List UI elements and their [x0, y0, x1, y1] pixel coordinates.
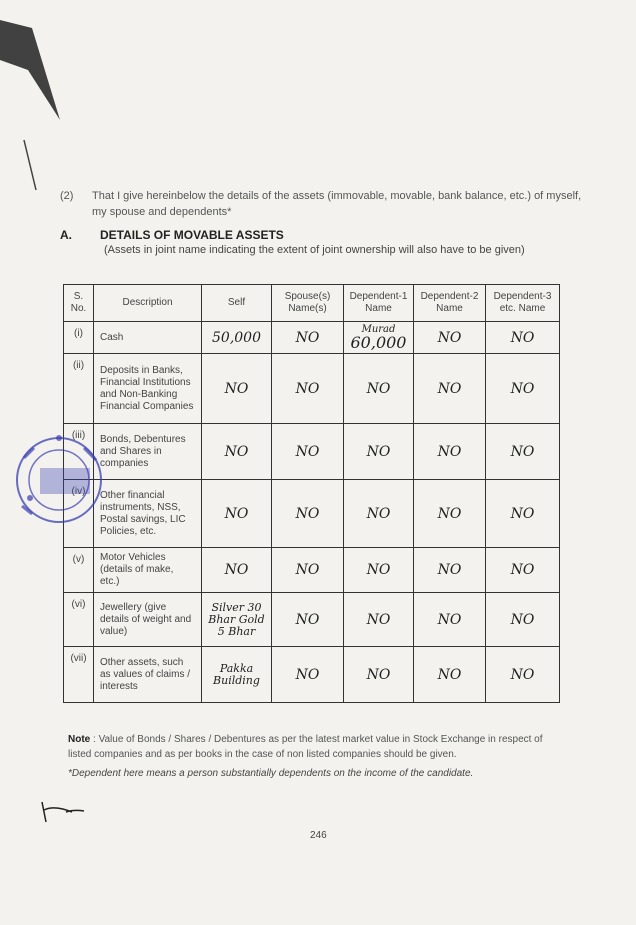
- section-heading: [60, 228, 284, 242]
- row-spouse-value: NO: [272, 548, 344, 593]
- row-dependent-2-value: NO: [414, 424, 486, 480]
- official-seal-stamp: [14, 418, 124, 538]
- row-sno: (ii): [64, 354, 94, 424]
- row-self-value: Pakka Building: [202, 647, 272, 703]
- row-dependent-3-value: NO: [486, 548, 560, 593]
- page-number: 246: [310, 830, 327, 841]
- row-dependent-3-value: NO: [486, 354, 560, 424]
- table-row: [64, 354, 560, 424]
- movable-assets-table: [63, 284, 560, 703]
- table-row: [64, 424, 560, 480]
- row-self-value: NO: [202, 480, 272, 548]
- row-dependent-1-value: NO: [344, 354, 414, 424]
- row-sno: (iii): [64, 424, 94, 480]
- header-dependent-2: Dependent-2 Name: [414, 285, 486, 322]
- row-description: Other assets, such as values of claims / interests: [94, 647, 202, 703]
- row-description: Other financial instruments, NSS, Postal savings, LIC Policies, etc.: [94, 480, 202, 548]
- handwritten-signature: [38, 798, 88, 826]
- row-dependent-2-value: NO: [414, 647, 486, 703]
- row-spouse-value: NO: [272, 480, 344, 548]
- row-dependent-1-value: NO: [344, 548, 414, 593]
- row-dependent-3-value: NO: [486, 424, 560, 480]
- row-spouse-value: NO: [272, 647, 344, 703]
- row-self-value: 50,000: [202, 322, 272, 354]
- row-spouse-value: NO: [272, 354, 344, 424]
- table-row: [64, 647, 560, 703]
- row-dependent-2-value: NO: [414, 480, 486, 548]
- row-dependent-2-value: NO: [414, 322, 486, 354]
- row-spouse-value: NO: [272, 593, 344, 647]
- table-row: [64, 480, 560, 548]
- row-dependent-1-value: NO: [344, 647, 414, 703]
- header-dependent-3: Dependent-3 etc. Name: [486, 285, 560, 322]
- section-title: DETAILS OF MOVABLE ASSETS: [100, 228, 284, 242]
- note-text: : Value of Bonds / Shares / Debentures as per the latest market value in Stock Exchange in respect of listed companies and as per books in the case of non listed companies should be given.: [68, 734, 543, 760]
- row-sno: (v): [64, 548, 94, 593]
- table-header-row: [64, 285, 560, 322]
- header-description: Description: [94, 285, 202, 322]
- table-row: [64, 322, 560, 354]
- dependent-footnote: *Dependent here means a person substantially dependents on the income of the candidate.: [68, 768, 474, 779]
- row-description: Cash: [94, 322, 202, 354]
- row-dependent-2-value: NO: [414, 593, 486, 647]
- row-description: Motor Vehicles (details of make, etc.): [94, 548, 202, 593]
- row-dependent-3-value: NO: [486, 322, 560, 354]
- row-description: Jewellery (give details of weight and value): [94, 593, 202, 647]
- header-spouse: Spouse(s) Name(s): [272, 285, 344, 322]
- note-paragraph: [68, 732, 560, 762]
- row-dependent-1-value: NO: [344, 480, 414, 548]
- row-self-value: Silver 30 Bhar Gold 5 Bhar: [202, 593, 272, 647]
- row-dependent-1-value: NO: [344, 593, 414, 647]
- row-description: Bonds, Debentures and Shares in companies: [94, 424, 202, 480]
- section-note: (Assets in joint name indicating the extent of joint ownership will also have to be given): [104, 244, 525, 256]
- row-self-value: NO: [202, 424, 272, 480]
- row-dependent-1-cell: [344, 322, 414, 354]
- section-letter: A.: [60, 228, 72, 242]
- header-self: Self: [202, 285, 272, 322]
- header-sno: S. No.: [64, 285, 94, 322]
- scan-shadow-mark: [0, 0, 80, 200]
- row-description: Deposits in Banks, Financial Institutions and Non-Banking Financial Companies: [94, 354, 202, 424]
- row-dependent-3-value: NO: [486, 647, 560, 703]
- note-label: Note: [68, 734, 91, 745]
- row-sno: (vi): [64, 593, 94, 647]
- header-dependent-1: Dependent-1 Name: [344, 285, 414, 322]
- declaration-text: That I give hereinbelow the details of the assets (immovable, movable, bank balance, etc.) of myself, my spouse and dependents*: [92, 190, 582, 218]
- row-dependent-3-value: NO: [486, 593, 560, 647]
- table-row: [64, 593, 560, 647]
- row-dependent-2-value: NO: [414, 548, 486, 593]
- row-dependent-1-value: 60,000: [350, 332, 407, 352]
- row-spouse-value: NO: [272, 322, 344, 354]
- row-sno: (iv): [64, 480, 94, 548]
- row-dependent-3-value: NO: [486, 480, 560, 548]
- row-dependent-2-value: NO: [414, 354, 486, 424]
- row-sno: (i): [64, 322, 94, 354]
- row-dependent-1-note: Murad: [361, 323, 396, 335]
- row-sno: (vii): [64, 647, 94, 703]
- declaration-number: (2): [60, 190, 74, 202]
- row-self-value: NO: [202, 548, 272, 593]
- row-spouse-value: NO: [272, 424, 344, 480]
- row-self-value: NO: [202, 354, 272, 424]
- row-dependent-1-value: NO: [344, 424, 414, 480]
- table-row: [64, 548, 560, 593]
